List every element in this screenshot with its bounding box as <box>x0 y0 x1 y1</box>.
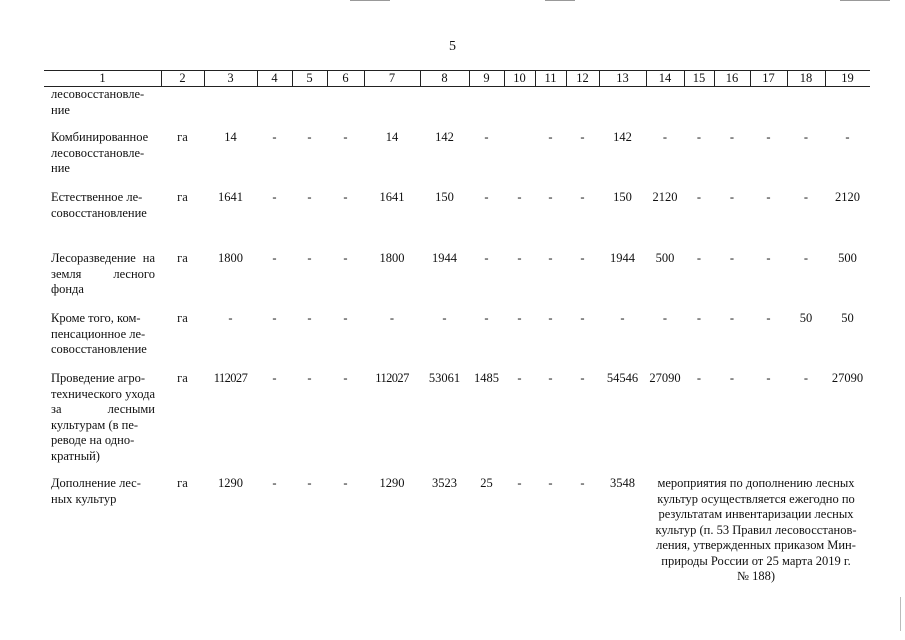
cell-col-8: 3523 <box>432 476 457 490</box>
cell-col-7: 1800 <box>379 251 405 265</box>
cell-col-6: - <box>343 190 348 204</box>
cell-col-9: - <box>484 311 489 325</box>
cell-col-5: - <box>307 476 312 490</box>
cell-col-2: га <box>177 311 188 325</box>
cell-col-8: - <box>442 311 447 325</box>
cell-col-5: - <box>307 190 312 204</box>
cell-col-13: 150 <box>613 190 632 204</box>
header-bottom-rule <box>44 86 870 87</box>
cell-col-17: - <box>766 190 771 204</box>
cell-col-14: - <box>662 130 668 144</box>
cell-col-6: - <box>343 130 348 144</box>
column-header: 8 <box>441 71 448 85</box>
cell-col-10: - <box>517 190 522 204</box>
activity-name: Комбинированное лесовосстановле- ние <box>51 130 149 175</box>
cell-col-15: - <box>696 251 702 265</box>
cell-col-11: - <box>548 371 553 385</box>
cell-col-13: 3548 <box>610 476 635 490</box>
cell-col-4: - <box>272 311 277 325</box>
cell-col-13: 1944 <box>610 251 635 265</box>
cell-col-15: - <box>696 371 702 385</box>
activity-name: Лесоразведение на земля лесного фонда <box>51 251 155 296</box>
cell-col-7: 1290 <box>379 476 405 490</box>
column-header: 17 <box>762 71 775 85</box>
cell-col-10: - <box>517 371 522 385</box>
cell-col-11: - <box>548 311 553 325</box>
cell-col-5: - <box>307 311 312 325</box>
cell-col-2: га <box>177 190 188 204</box>
cell-col-18: - <box>803 130 809 144</box>
cell-col-12: - <box>580 251 585 265</box>
cell-col-10: - <box>517 311 522 325</box>
cell-col-11: - <box>548 130 553 144</box>
cell-col-9: 25 <box>480 476 493 490</box>
cell-col-9: - <box>484 130 489 144</box>
cell-col-9: 1485 <box>474 371 499 385</box>
activity-name: лесовосстановле- ние <box>51 87 145 117</box>
column-header: 14 <box>658 71 672 85</box>
cell-col-2: га <box>177 130 188 144</box>
cell-col-5: - <box>307 251 312 265</box>
column-header: 11 <box>544 71 557 85</box>
cell-col-17: - <box>766 251 771 265</box>
column-header: 10 <box>513 71 526 85</box>
cell-col-9: - <box>484 190 489 204</box>
column-header: 6 <box>342 71 349 85</box>
activity-name: Проведение агро- технического ухода за лесными культурам (в пе- реводе на одно- кратный) <box>51 371 155 463</box>
cell-col-16: - <box>729 190 735 204</box>
cell-col-8: 1944 <box>432 251 457 265</box>
page-number: 5 <box>449 39 456 54</box>
cell-col-15: - <box>696 311 702 325</box>
cell-col-13: 54546 <box>606 371 639 385</box>
cell-col-13: - <box>620 311 625 325</box>
cell-col-9: - <box>484 251 489 265</box>
cell-col-4: - <box>272 476 277 490</box>
cell-col-4: - <box>272 371 277 385</box>
cell-col-12: - <box>580 476 585 490</box>
cell-col-4: - <box>272 251 277 265</box>
column-header: 4 <box>271 71 278 85</box>
cell-col-3: 1800 <box>218 251 243 265</box>
cell-col-16: - <box>729 130 735 144</box>
cell-col-6: - <box>343 311 348 325</box>
activity-name: Естественное ле- совосстановление <box>51 190 147 220</box>
activity-name: Кроме того, ком- пенсационное ле- совосстановление <box>51 311 147 356</box>
cell-col-16: - <box>729 251 735 265</box>
cell-col-11: - <box>548 251 553 265</box>
cell-col-3: 112027 <box>213 371 248 385</box>
cell-col-19: 500 <box>838 251 857 265</box>
cell-col-19: 50 <box>841 311 854 325</box>
cell-col-12: - <box>580 190 585 204</box>
cell-col-8: 142 <box>435 130 454 144</box>
cell-col-18: - <box>803 251 809 265</box>
cell-col-16: - <box>729 311 735 325</box>
cell-col-11: - <box>548 476 553 490</box>
cell-col-18: - <box>803 190 809 204</box>
cell-col-3: - <box>228 311 233 325</box>
cell-col-12: - <box>580 311 585 325</box>
column-header: 13 <box>616 71 629 85</box>
cell-col-12: - <box>580 371 585 385</box>
cell-col-6: - <box>343 476 348 490</box>
column-header: 9 <box>483 71 490 85</box>
cell-col-2: га <box>177 476 188 490</box>
activity-name: Дополнение лес- ных культур <box>51 476 141 506</box>
column-header: 15 <box>692 71 706 85</box>
cell-col-15: - <box>696 130 702 144</box>
cell-col-7: 1641 <box>379 190 405 204</box>
cell-col-17: - <box>766 311 771 325</box>
cell-col-10: - <box>517 476 522 490</box>
right-edge-mark <box>900 597 901 631</box>
cell-col-4: - <box>272 190 277 204</box>
cell-col-6: - <box>343 371 348 385</box>
cell-col-18: 50 <box>799 311 813 325</box>
column-header: 2 <box>179 71 186 85</box>
cell-col-4: - <box>272 130 277 144</box>
column-header: 16 <box>725 71 739 85</box>
column-header: 1 <box>99 71 106 85</box>
cell-col-19: 27090 <box>831 371 864 385</box>
cell-col-16: - <box>729 371 735 385</box>
cell-col-6: - <box>343 251 348 265</box>
column-header: 18 <box>799 71 813 85</box>
cell-col-3: 1290 <box>218 476 243 490</box>
cell-col-19: - <box>845 130 850 144</box>
cell-col-18: - <box>803 371 809 385</box>
cell-col-8: 150 <box>435 190 454 204</box>
column-header: 3 <box>227 71 234 85</box>
cell-col-7: 14 <box>385 130 399 144</box>
cell-col-14: 2120 <box>652 190 678 204</box>
cell-col-7: 112027 <box>375 371 409 385</box>
column-header: 12 <box>576 71 589 85</box>
cell-col-2: га <box>177 371 188 385</box>
cell-col-11: - <box>548 190 553 204</box>
cell-col-10: - <box>517 251 522 265</box>
cell-col-14: 500 <box>655 251 675 265</box>
cell-col-8: 53061 <box>428 371 461 385</box>
cell-col-2: га <box>177 251 188 265</box>
cell-col-5: - <box>307 371 312 385</box>
cell-col-3: 1641 <box>218 190 243 204</box>
cell-col-14: - <box>662 311 668 325</box>
supplement-note: мероприятия по дополнению лесных культур осуществляется ежегодно по результатам инвентаризации лесных культур (п. 53 Правил лесовосстанов- ления, утвержденных приказом Мин- природы России от 25 марта 2019 г. № 188) <box>655 476 857 583</box>
cell-col-12: - <box>580 130 585 144</box>
cell-col-7: - <box>389 311 395 325</box>
cell-col-13: 142 <box>613 130 632 144</box>
cell-col-19: 2120 <box>835 190 860 204</box>
cell-col-3: 14 <box>224 130 237 144</box>
cell-col-15: - <box>696 190 702 204</box>
column-header: 5 <box>306 71 313 85</box>
cell-col-17: - <box>766 130 771 144</box>
cell-col-5: - <box>307 130 312 144</box>
column-header: 19 <box>841 71 854 85</box>
cell-col-17: - <box>766 371 771 385</box>
column-header: 7 <box>388 71 396 85</box>
cell-col-14: 27090 <box>649 371 681 385</box>
